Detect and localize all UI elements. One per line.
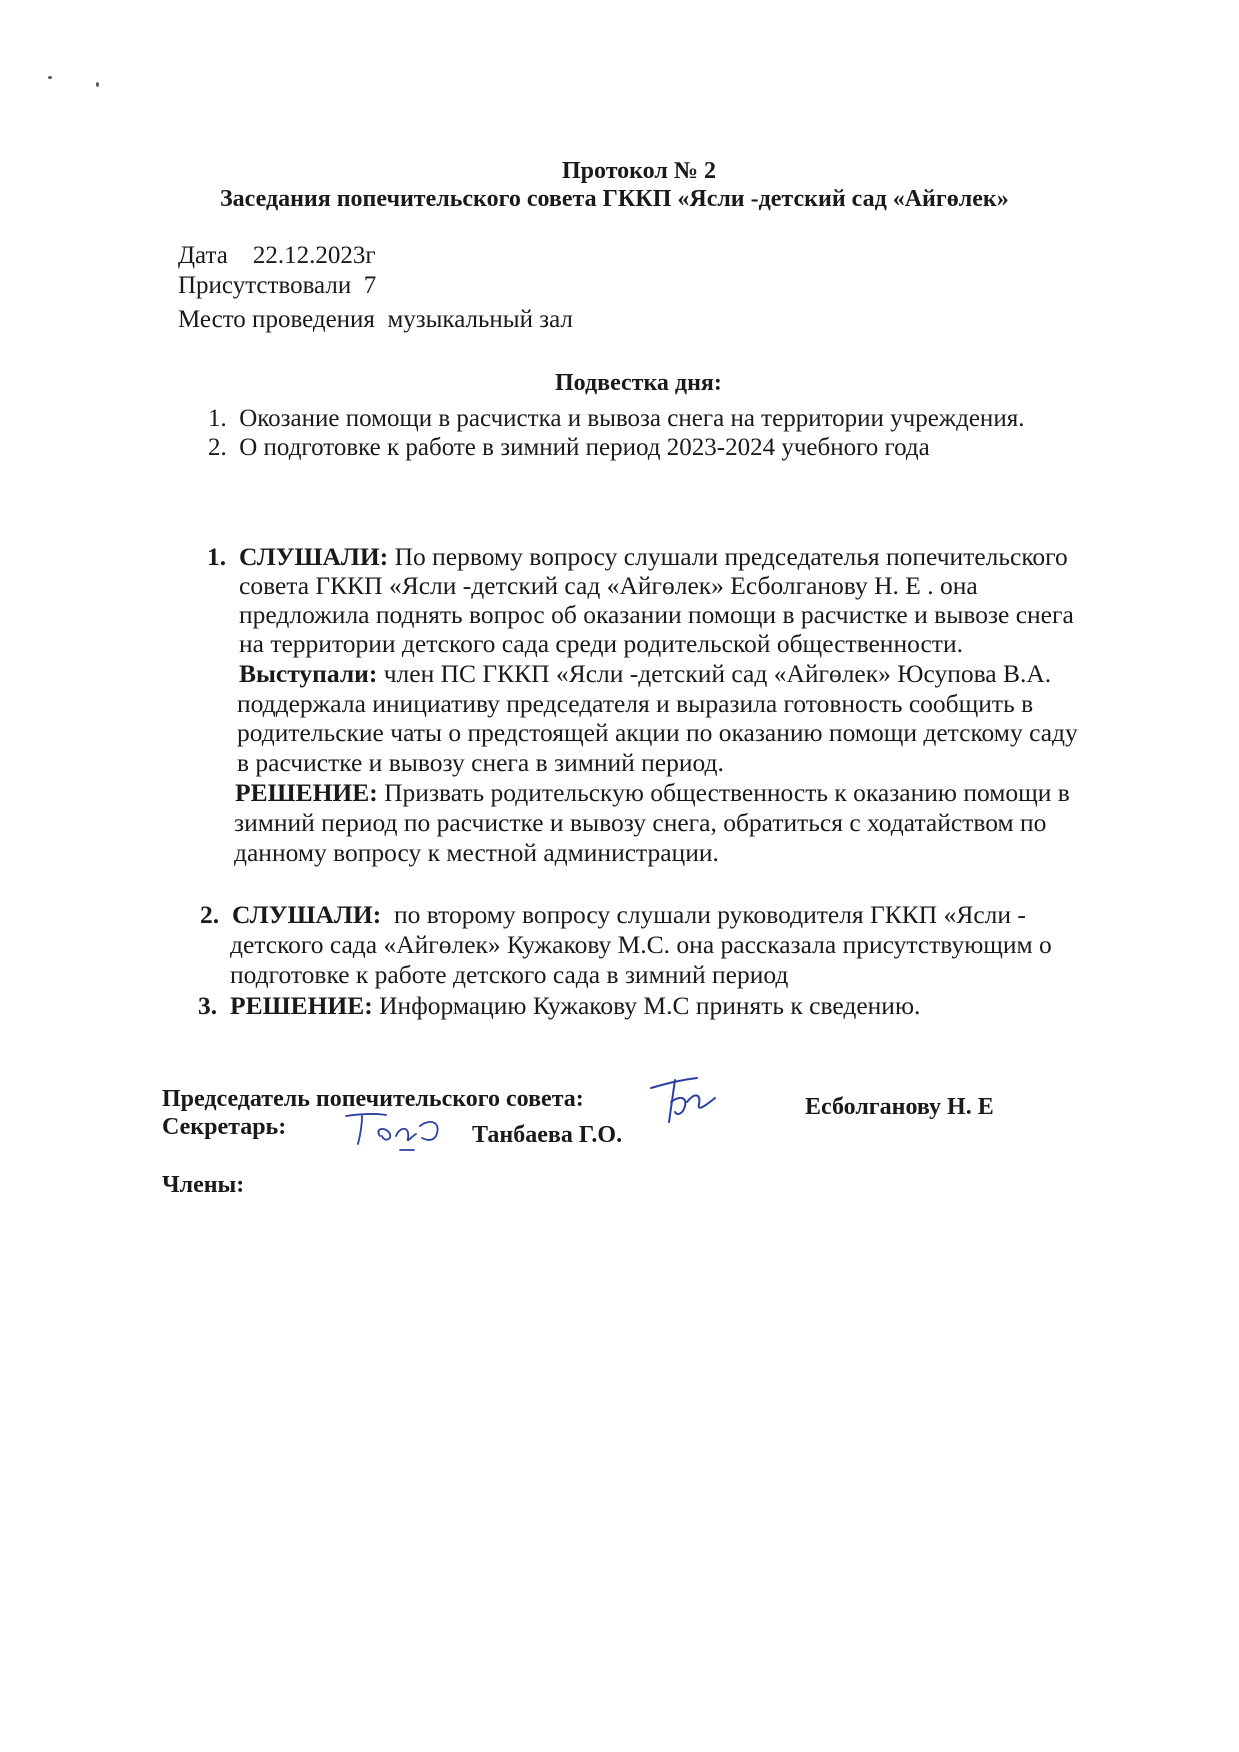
chair-name: Есболганову Н. Е [805, 1094, 994, 1120]
section-2-num: 2. [200, 900, 220, 929]
place-row [178, 306, 573, 334]
section-3-num: 3. [198, 991, 218, 1020]
agenda-item-text: Окозание помощи в расчистка и вывоза снега на территории учреждения. [239, 405, 1025, 432]
agenda-heading: Подвестка дня: [555, 370, 722, 396]
chair-label: Председатель попечительского совета: [162, 1086, 584, 1112]
place-value: музыкальный зал [387, 306, 573, 333]
section-2-heard-line-1 [232, 900, 1026, 930]
decision-label: РЕШЕНИЕ: [230, 991, 373, 1020]
section-1-heard-line-1 [239, 542, 1068, 572]
date-row [178, 242, 376, 270]
heard-label: СЛУШАЛИ: [232, 900, 382, 929]
agenda-item-1 [208, 405, 1024, 433]
chair-signature-icon [645, 1072, 725, 1132]
section-1-spoke-line-4: в расчистке и вывозу снега в зимний период. [237, 748, 724, 777]
present-row [178, 272, 376, 300]
section-2-heard-line-2: детского сада «Айгөлек» Кужакову М.С. она рассказала присутствующим о [230, 930, 1052, 959]
present-label: Присутствовали [178, 272, 352, 299]
decision-label: РЕШЕНИЕ: [235, 778, 378, 807]
heard-text: по второму вопросу слушали руководителя ГККП «Ясли - [394, 900, 1026, 929]
secretary-signature-icon [340, 1106, 450, 1154]
place-label: Место проведения [178, 306, 375, 333]
heard-text: По первому вопросу слушали председателья попечительского [394, 542, 1068, 571]
document-subtitle: Заседания попечительского совета ГККП «Ясли -детский сад «Айгөлек» [220, 186, 1009, 212]
members-label: Члены: [162, 1172, 245, 1198]
date-value: 22.12.2023г [252, 242, 376, 269]
section-1-heard-line-2: совета ГККП «Ясли -детский сад «Айгөлек» Есболганову Н. Е . она [239, 571, 978, 600]
secretary-name: Танбаева Г.О. [472, 1122, 623, 1148]
section-1-decision-line-3: данному вопросу к местной администрации. [234, 838, 719, 867]
section-1-heard-line-4: на территории детского сада среди родительской общественности. [239, 629, 963, 658]
agenda-item-num: 1. [208, 405, 227, 432]
section-1-decision-line-2: зимний период по расчистке и вывозу снега, обратиться с ходатайством по [234, 808, 1047, 837]
section-1-decision-line-1 [235, 778, 1070, 808]
spoke-label: Выступали: [239, 659, 378, 688]
present-value: 7 [363, 272, 377, 299]
heard-label: СЛУШАЛИ: [239, 542, 389, 571]
section-2-heard-line-3: подготовке к работе детского сада в зимний период [230, 960, 789, 989]
section-1-spoke-line-2: поддержала инициативу председателя и выразила готовность сообщить в [237, 689, 1034, 718]
section-1-heard-line-3: предложила поднять вопрос об оказании помощи в расчистке и вывозе снега [239, 600, 1074, 629]
decision-text: Призвать родительскую общественность к оказанию помощи в [384, 778, 1070, 807]
section-1-spoke-line-3: родительские чаты о предстоящей акции по оказанию помощи детскому саду [237, 718, 1078, 747]
date-label: Дата [178, 242, 228, 269]
agenda-item-2 [208, 434, 930, 462]
spoke-text: член ПС ГККП «Ясли -детский сад «Айгөлек» Юсупова В.А. [383, 659, 1052, 688]
section-1-spoke-line-1 [239, 659, 1051, 689]
agenda-item-text: О подготовке к работе в зимний период 2023-2024 учебного года [239, 434, 930, 461]
section-1-num: 1. [207, 542, 227, 571]
decision-text: Информацию Кужакову М.С принять к сведению. [379, 991, 921, 1020]
secretary-label: Секретарь: [162, 1114, 287, 1140]
agenda-item-num: 2. [208, 434, 227, 461]
section-3-decision-line [230, 991, 920, 1021]
document-title: Протокол № 2 [562, 158, 716, 184]
